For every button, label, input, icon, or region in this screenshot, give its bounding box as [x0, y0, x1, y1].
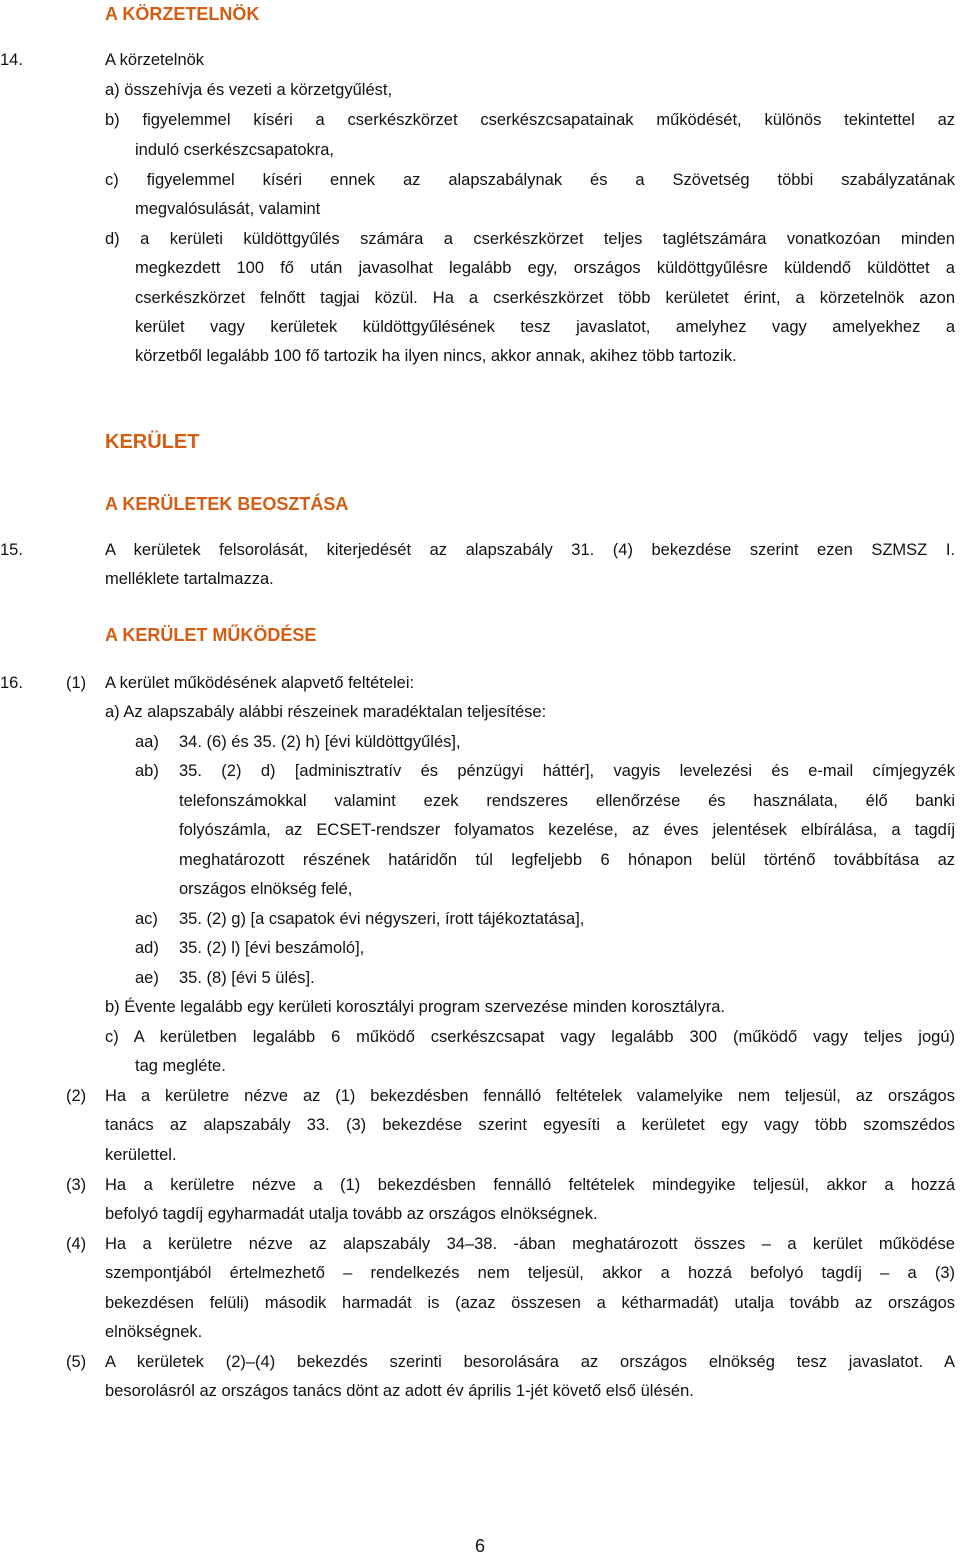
p16-item-ad-label: ad)	[135, 939, 159, 957]
p16-item-ab-label: ab)	[135, 762, 159, 780]
p15-line2: melléklete tartalmazza.	[105, 570, 274, 588]
p16-item-ab-line4: meghatározott részének határidőn túl legfeljebb 6 hónapon belül történő továbbítása az	[179, 851, 955, 869]
subsection-5-line1: A kerületek (2)–(4) bekezdés szerinti besorolására az országos elnökség tesz javaslatot. A	[105, 1353, 955, 1371]
subsection-2-line3: kerülettel.	[105, 1146, 177, 1164]
subsection-2-line2: tanács az alapszabály 33. (3) bekezdése szerint egyesíti a kerületet egy vagy több szomszédos	[105, 1116, 955, 1134]
p16-item-ab-line2: telefonszámokkal valamint ezek rendszeres ellenőrzése és használata, élő banki	[179, 792, 955, 810]
subsection-5-line2: besorolásról az országos tanács dönt az adott év április 1-jét követő első ülésén.	[105, 1382, 694, 1400]
heading-keruletek-beosztasa: A KERÜLETEK BEOSZTÁSA	[105, 494, 349, 514]
subsection-5-label: (5)	[66, 1353, 87, 1371]
subsection-3-line2: befolyó tagdíj egyharmadát utalja tovább az országos elnökségnek.	[105, 1205, 598, 1223]
heading-kerulet: KERÜLET	[105, 431, 200, 453]
heading-korzetelnok: A KÖRZETELNÖK	[105, 4, 260, 24]
subsection-4-line3: bekezdésen felüli) második harmadát is (azaz összesen a kétharmadát) utalja tovább az országos	[105, 1294, 955, 1312]
heading-kerulet-mukodese: A KERÜLET MŰKÖDÉSE	[105, 625, 317, 645]
p14-item-d-line1: d) a kerületi küldöttgyűlés számára a cserkészkörzet teljes taglétszámára vonatkozóan minden	[105, 230, 955, 248]
paragraph-number-15: 15.	[0, 541, 23, 559]
p16-item-aa-label: aa)	[135, 733, 159, 751]
page-number: 6	[474, 1536, 485, 1556]
p14-item-d-line5: körzetből legalább 100 fő tartozik ha ilyen nincs, akkor annak, akihez több tartozik.	[135, 347, 737, 365]
p16-item-ab-line5: országos elnökség felé,	[179, 880, 353, 898]
p16-item-a: a) Az alapszabály alábbi részeinek maradéktalan teljesítése:	[105, 703, 547, 721]
p16-item-c-line1: c) A kerületben legalább 6 működő cserkészcsapat vagy legalább 300 (működő vagy teljes jogú)	[105, 1028, 955, 1046]
subsection-4-line4: elnökségnek.	[105, 1323, 203, 1341]
subsection-1-label: (1)	[66, 674, 87, 692]
p14-item-d-line2: megkezdett 100 fő után javasolhat legalább egy, országos küldöttgyűlésre küldendő küldöttet a	[135, 259, 955, 277]
p14-item-c-line1: c) figyelemmel kíséri ennek az alapszabálynak és a Szövetség többi szabályzatának	[105, 171, 955, 189]
p16-item-ae: 35. (8) [évi 5 ülés].	[179, 969, 315, 987]
subsection-4-line1: Ha a kerületre nézve az alapszabály 34–38. -ában meghatározott összes – a kerület működése	[105, 1235, 955, 1253]
paragraph-number-16: 16.	[0, 674, 23, 692]
p16-item-ac: 35. (2) g) [a csapatok évi négyszeri, írott tájékoztatása],	[179, 910, 585, 928]
subsection-2-label: (2)	[66, 1087, 87, 1105]
p14-item-d-line3: cserkészkörzet felnőtt tagjai közül. Ha a cserkészkörzet több kerületet érint, a körzetelnök azon	[135, 289, 955, 307]
p16-item-aa: 34. (6) és 35. (2) h) [évi küldöttgyűlés],	[179, 733, 461, 751]
subsection-2-line1: Ha a kerületre nézve az (1) bekezdésben fennálló feltételek valamelyike nem teljesül, az országos	[105, 1087, 955, 1105]
p14-item-c-line2: megvalósulását, valamint	[135, 200, 321, 218]
subsection-4-line2: szempontjából értelmezhető – rendelkezés nem teljesül, akkor a hozzá befolyó tagdíj – a (3)	[105, 1264, 955, 1282]
p16-item-ad: 35. (2) l) [évi beszámoló],	[179, 939, 365, 957]
p14-item-a: a) összehívja és vezeti a körzetgyűlést,	[105, 81, 393, 99]
p16-item-ab-line1: 35. (2) d) [adminisztratív és pénzügyi háttér], vagyis levelezési és e-mail címjegyzék	[179, 762, 955, 780]
subsection-4-label: (4)	[66, 1235, 87, 1253]
p14-title: A körzetelnök	[105, 51, 205, 69]
subsection-3-line1: Ha a kerületre nézve a (1) bekezdésben fennálló feltételek mindegyike teljesül, akkor a hozzá	[105, 1176, 955, 1194]
p14-item-d-line4: kerület vagy kerületek küldöttgyűlésének tesz javaslatot, amelyhez vagy amelyekhez a	[135, 318, 955, 336]
p16-item-c-line2: tag megléte.	[135, 1057, 226, 1075]
subsection-3-label: (3)	[66, 1176, 87, 1194]
p16-item-b: b) Évente legalább egy kerületi korosztályi program szervezése minden korosztályra.	[105, 998, 725, 1016]
paragraph-number-14: 14.	[0, 51, 23, 69]
p14-item-b-line1: b) figyelemmel kíséri a cserkészkörzet cserkészcsapatainak működését, különös tekintettel az	[105, 111, 955, 129]
p16-item-ac-label: ac)	[135, 910, 158, 928]
p15-line1: A kerületek felsorolását, kiterjedését az alapszabály 31. (4) bekezdése szerint ezen SZMSZ I.	[105, 541, 955, 559]
p16-item-ae-label: ae)	[135, 969, 159, 987]
subsection-1-text: A kerület működésének alapvető feltételei:	[105, 674, 415, 692]
p14-item-b-line2: induló cserkészcsapatokra,	[135, 141, 335, 159]
p16-item-ab-line3: folyószámla, az ECSET-rendszer folyamatos kezelése, az éves jelentések elbírálása, a tagdíj	[179, 821, 955, 839]
